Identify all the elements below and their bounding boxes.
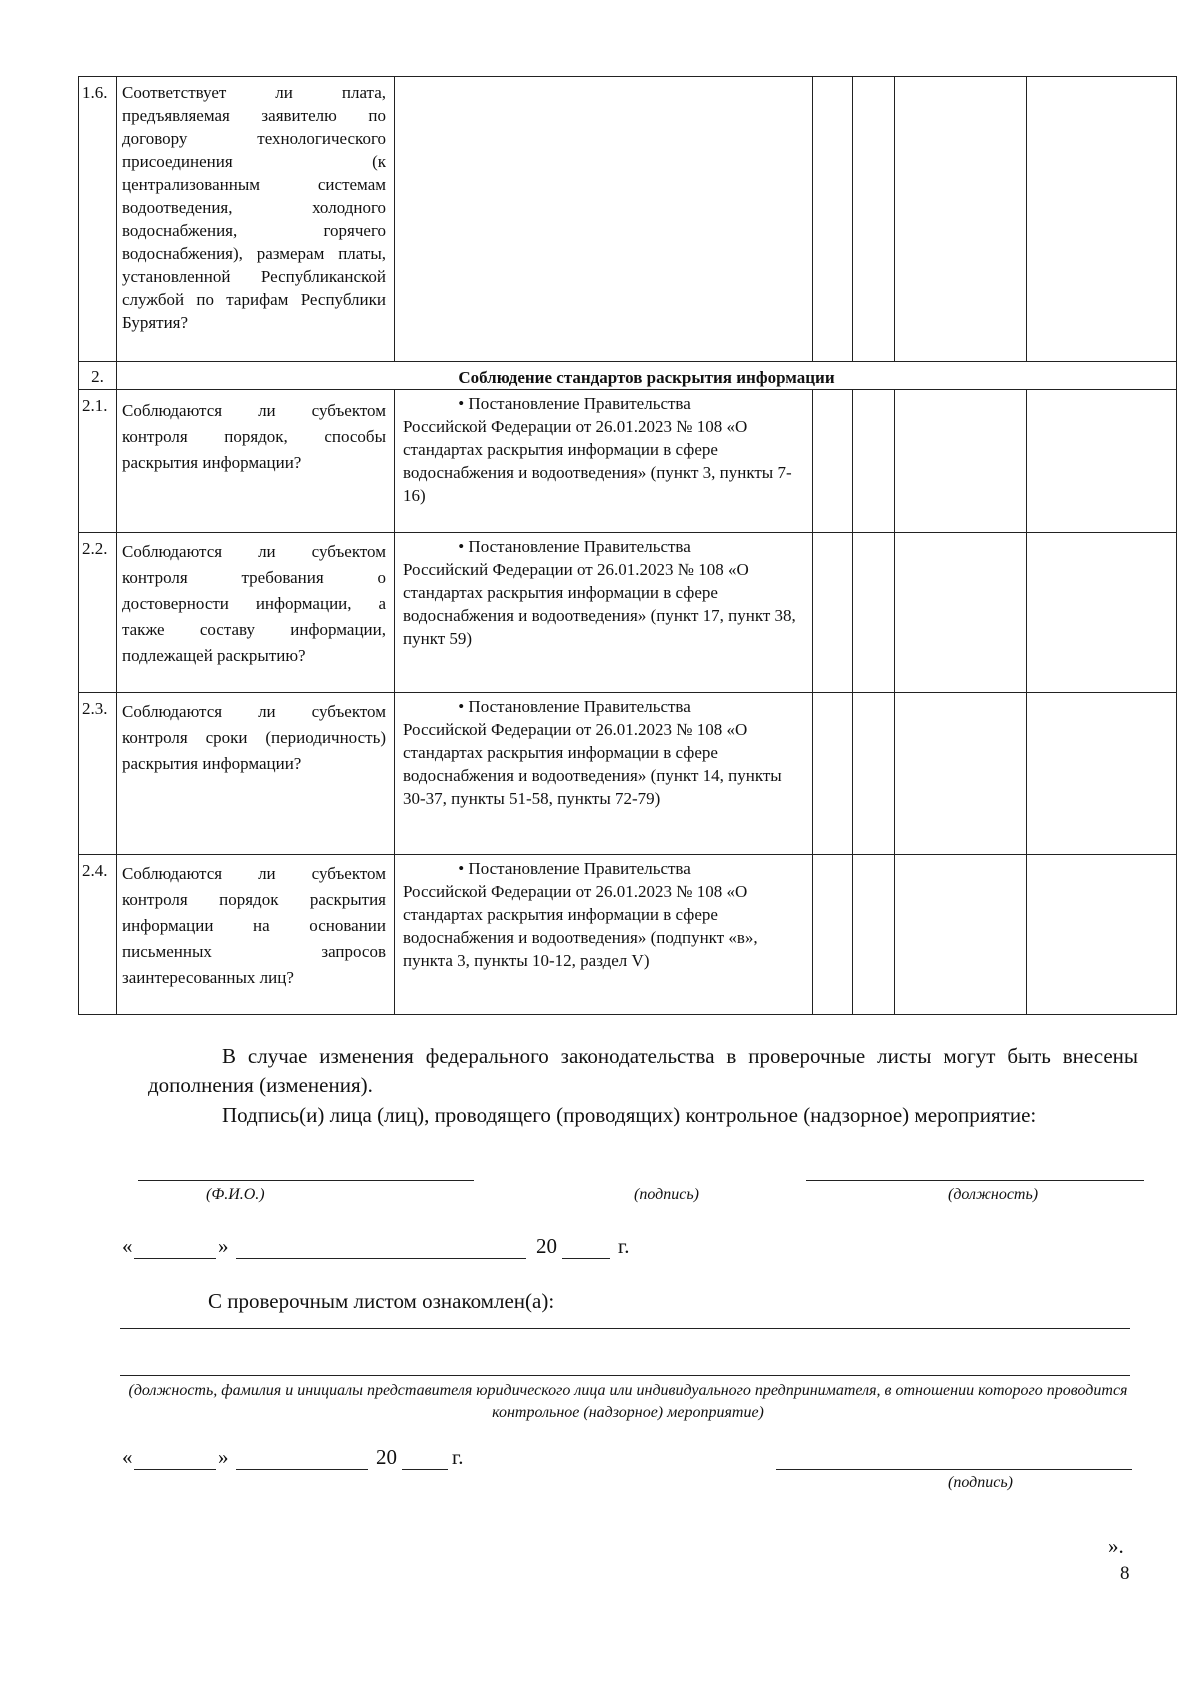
reference-lead: • Постановление Правительства (458, 697, 691, 716)
year2-suffix: г. (452, 1445, 464, 1469)
signature2-caption: (подпись) (948, 1474, 1013, 1491)
answer-na-cell[interactable] (895, 855, 1027, 1015)
position-line[interactable] (806, 1180, 1144, 1181)
answer-na-cell[interactable] (895, 390, 1027, 533)
row-number: 2.3. (79, 693, 117, 855)
section-number: 2. (79, 362, 117, 390)
checklist-table (78, 76, 1177, 1015)
day2-line[interactable] (134, 1469, 216, 1470)
month-line[interactable] (236, 1258, 526, 1259)
reference-text: Российской Федерации от 26.01.2023 № 108 «О стандартах раскрытия информации в сфере водоснабжения и водоотведения» (пункт 3, пункты 7-16) (403, 417, 792, 505)
amendment-paragraph: В случае изменения федерального законодательства в проверочные листы могут быть внесены дополнения (изменения). (148, 1044, 1138, 1097)
answer-yes-cell[interactable] (813, 390, 853, 533)
answer-no-cell[interactable] (853, 533, 895, 693)
year-prefix: 20 (536, 1234, 557, 1258)
note-cell[interactable] (1027, 693, 1177, 855)
answer-no-cell[interactable] (853, 693, 895, 855)
reference-cell (395, 390, 813, 533)
table-row (79, 855, 1177, 1015)
month2-line[interactable] (236, 1469, 368, 1470)
year-line[interactable] (562, 1258, 610, 1259)
answer-no-cell[interactable] (853, 855, 895, 1015)
year2-line[interactable] (402, 1469, 448, 1470)
reference-lead: • Постановление Правительства (458, 537, 691, 556)
answer-yes-cell[interactable] (813, 77, 853, 362)
answer-na-cell[interactable] (895, 77, 1027, 362)
signature-caption: (подпись) (634, 1186, 699, 1203)
year2-prefix: 20 (376, 1445, 397, 1469)
table-row (79, 693, 1177, 855)
note-cell[interactable] (1027, 855, 1177, 1015)
date2-open-quote: « (122, 1445, 133, 1469)
representative-caption: (должность, фамилия и инициалы представителя юридического лица или индивидуального предпринимателя, в отношении которого проводится контрольное (надзорное) мероприятие) (128, 1382, 1128, 1421)
note-cell[interactable] (1027, 390, 1177, 533)
question-text: Соблюдаются ли субъектом контроля порядок, способы раскрытия информации? (117, 390, 395, 533)
answer-na-cell[interactable] (895, 693, 1027, 855)
question-text: Соблюдаются ли субъектом контроля требования о достоверности информации, а также составу информации, подлежащей раскрытию? (117, 533, 395, 693)
reference-text: Российской Федерации от 26.01.2023 № 108 «О стандартах раскрытия информации в сфере водоснабжения и водоотведения» (подпункт «в», пункта 3, пункты 10-12, раздел V) (403, 882, 758, 970)
answer-na-cell[interactable] (895, 533, 1027, 693)
day-line[interactable] (134, 1258, 216, 1259)
reference-lead: • Постановление Правительства (458, 394, 691, 413)
table-row (79, 533, 1177, 693)
position-caption: (должность) (948, 1186, 1039, 1203)
reference-text (395, 77, 813, 362)
signature-intro-paragraph: Подпись(и) лица (лиц), проводящего (проводящих) контрольное (надзорное) мероприятие: (222, 1103, 1037, 1127)
acquainted-label: С проверочным листом ознакомлен(а): (208, 1289, 555, 1313)
row-number: 1.6. (79, 77, 117, 362)
rep-line-2[interactable] (120, 1375, 1130, 1376)
date-close-quote: » (218, 1234, 229, 1258)
note-cell[interactable] (1027, 533, 1177, 693)
fio-caption: (Ф.И.О.) (206, 1186, 265, 1203)
question-text: Соответствует ли плата, предъявляемая заявителю по договору технологического присоединения (к централизованным системам водоотведения, холодного водоснабжения, горячего водоснабжения), размерам платы, установленной Республиканской службой по тарифам Республики Бурятия? (117, 77, 395, 362)
reference-cell (395, 533, 813, 693)
question-text: Соблюдаются ли субъектом контроля сроки (периодичность) раскрытия информации? (117, 693, 395, 855)
question-text: Соблюдаются ли субъектом контроля порядок раскрытия информации на основании письменных запросов заинтересованных лиц? (117, 855, 395, 1015)
row-number: 2.4. (79, 855, 117, 1015)
answer-no-cell[interactable] (853, 77, 895, 362)
date2-close-quote: » (218, 1445, 229, 1469)
note-cell[interactable] (1027, 77, 1177, 362)
rep-line-1[interactable] (120, 1328, 1130, 1329)
section-title: Соблюдение стандартов раскрытия информации (117, 362, 1177, 390)
reference-lead: • Постановление Правительства (458, 859, 691, 878)
closing-quote: ». (1108, 1534, 1124, 1558)
reference-text: Российский Федерации от 26.01.2023 № 108 «О стандартах раскрытия информации в сфере водоснабжения и водоотведения» (пункт 17, пункт 38, пункт 59) (403, 560, 796, 648)
answer-yes-cell[interactable] (813, 693, 853, 855)
reference-cell (395, 693, 813, 855)
section-row (79, 362, 1177, 390)
reference-cell (395, 855, 813, 1015)
page-number: 8 (1120, 1563, 1130, 1584)
year-suffix: г. (618, 1234, 630, 1258)
answer-yes-cell[interactable] (813, 533, 853, 693)
answer-no-cell[interactable] (853, 390, 895, 533)
table-row (79, 77, 1177, 362)
reference-text: Российской Федерации от 26.01.2023 № 108 «О стандартах раскрытия информации в сфере водоснабжения и водоотведения» (пункт 14, пункты 30-37, пункты 51-58, пункты 72-79) (403, 720, 782, 808)
answer-yes-cell[interactable] (813, 855, 853, 1015)
row-number: 2.2. (79, 533, 117, 693)
signature2-line[interactable] (776, 1469, 1132, 1470)
fio-line[interactable] (138, 1180, 474, 1181)
table-row (79, 390, 1177, 533)
row-number: 2.1. (79, 390, 117, 533)
date-open-quote: « (122, 1234, 133, 1258)
